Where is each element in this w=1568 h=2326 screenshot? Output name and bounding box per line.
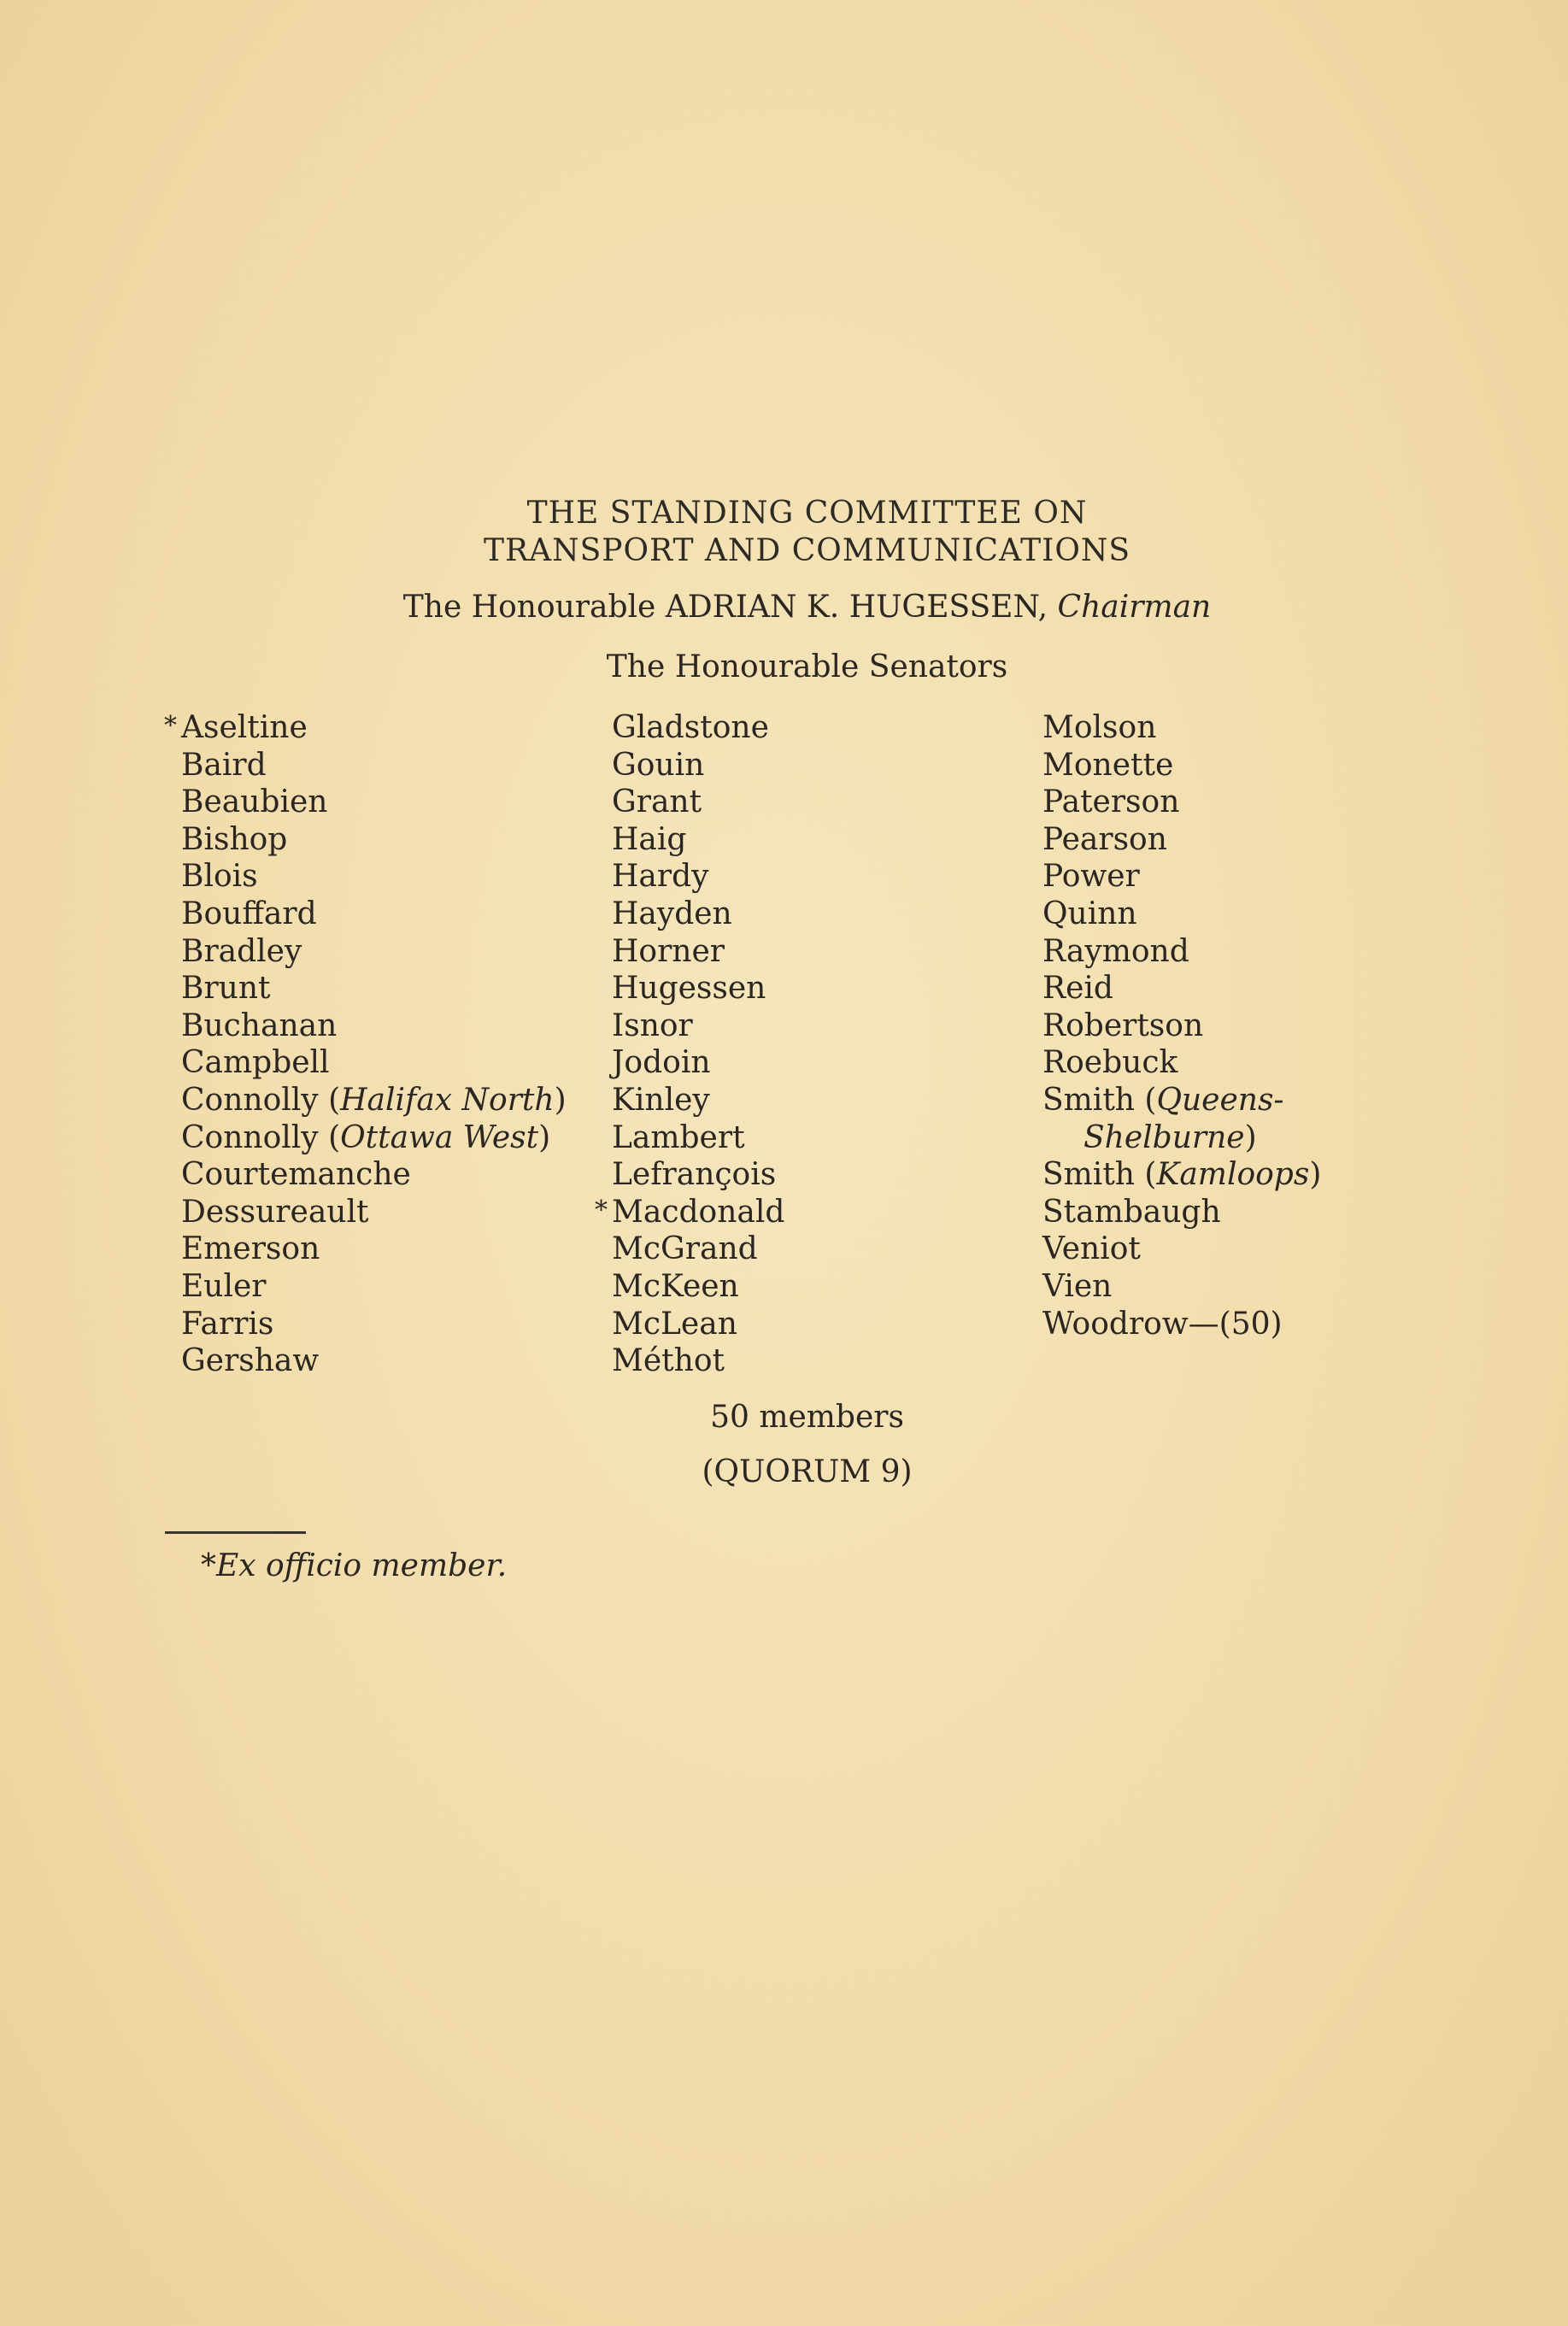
senator-surname: Quinn: [1042, 896, 1137, 931]
senator-name: [181, 784, 567, 821]
senator-surname: Hugessen: [612, 971, 766, 1007]
senator-name: [1042, 747, 1321, 784]
senator-surname: Paterson: [1042, 784, 1180, 820]
senator-name: [1042, 821, 1321, 859]
senator-name: [612, 784, 784, 821]
member-count: 50 members: [710, 1400, 904, 1435]
senator-surname: McGrand: [612, 1231, 758, 1267]
ex-officio-marker: *: [164, 711, 177, 741]
senator-name: [1042, 896, 1321, 933]
closing-paren: ): [538, 1119, 551, 1155]
senator-surname: Buchanan: [181, 1007, 338, 1043]
senator-surname: Stambaugh: [1042, 1194, 1221, 1230]
senator-surname: Bradley: [181, 933, 302, 969]
senator-surname: Robertson: [1042, 1007, 1204, 1043]
senator-surname: Euler: [181, 1268, 267, 1304]
ex-officio-marker: *: [595, 1195, 608, 1225]
committee-title-line1: THE STANDING COMMITTEE ON: [526, 496, 1088, 531]
senator-surname: Dessureault: [181, 1194, 369, 1230]
senators-column-3: [1042, 709, 1321, 1342]
senator-surname: Jodoin: [612, 1045, 711, 1081]
senator-constituency: Kamloops: [1156, 1157, 1310, 1193]
senator-surname: Gershaw: [181, 1343, 320, 1379]
senator-name: [181, 896, 567, 933]
senator-name: [181, 1342, 567, 1380]
senator-name: [1042, 970, 1321, 1007]
senator-name: [1042, 1194, 1321, 1231]
closing-paren: ): [554, 1082, 567, 1118]
senator-name: [612, 821, 784, 859]
senator-name: [595, 1194, 785, 1231]
senator-surname: Lambert: [612, 1119, 745, 1155]
senator-name: [1042, 1231, 1321, 1268]
senator-surname: Power: [1042, 859, 1140, 895]
senator-name: [612, 933, 784, 971]
senator-surname: Connolly (: [181, 1119, 341, 1155]
chairman-role: Chairman: [1057, 590, 1212, 625]
senator-name: [164, 709, 567, 747]
senator-surname: Bouffard: [181, 896, 317, 931]
senator-surname: Isnor: [612, 1007, 693, 1043]
senator-name: [612, 1231, 784, 1268]
footnote: *Ex officio member.: [201, 1548, 508, 1583]
senator-surname: Gouin: [612, 747, 705, 783]
senator-surname: Grant: [612, 784, 702, 820]
footnote-rule: [165, 1531, 306, 1534]
senator-constituency: Queens-: [1156, 1082, 1284, 1118]
senator-name: [181, 1044, 567, 1082]
senator-name: [612, 1007, 784, 1045]
senator-name: [181, 1007, 567, 1045]
senator-name: [1042, 1306, 1321, 1343]
senator-name: [612, 709, 784, 747]
senator-name: [612, 1082, 784, 1119]
senator-surname: Méthot: [612, 1343, 725, 1379]
senator-constituency: Halifax North: [340, 1082, 555, 1118]
senator-name: [612, 1156, 784, 1194]
senator-surname: Connolly (: [181, 1082, 341, 1118]
senator-name: [181, 747, 567, 784]
senator-name: [612, 1342, 784, 1380]
senator-surname: Vien: [1042, 1268, 1113, 1304]
senator-name: [181, 858, 567, 896]
senator-name: [612, 1119, 784, 1157]
senators-heading: The Honourable Senators: [606, 649, 1008, 684]
senator-name: [1042, 1082, 1321, 1119]
senator-surname: Blois: [181, 859, 258, 895]
senator-surname: Gladstone: [612, 710, 769, 745]
senator-surname: Emerson: [181, 1231, 320, 1267]
senator-constituency: Shelburne: [1084, 1119, 1245, 1155]
senators-column-2: [595, 709, 785, 1380]
senator-surname: Haig: [612, 821, 687, 857]
senator-surname: Smith (: [1042, 1157, 1157, 1193]
senator-surname: Beaubien: [181, 784, 328, 820]
senator-surname: Baird: [181, 747, 267, 783]
senator-surname: Hayden: [612, 896, 732, 931]
senator-surname: Roebuck: [1042, 1045, 1178, 1081]
senator-name: [612, 970, 784, 1007]
closing-paren: ): [1244, 1119, 1257, 1155]
senator-surname: Monette: [1042, 747, 1174, 783]
senator-surname: Kinley: [612, 1082, 710, 1118]
senator-surname: Raymond: [1042, 933, 1189, 969]
senator-surname: Courtemanche: [181, 1157, 411, 1193]
senator-surname: McLean: [612, 1306, 737, 1342]
senator-name: [1042, 1156, 1321, 1194]
senator-name: [181, 933, 567, 971]
senator-surname: Brunt: [181, 971, 271, 1007]
senator-name: [181, 1268, 567, 1306]
senator-name: [612, 858, 784, 896]
senator-constituency: Ottawa West: [340, 1119, 539, 1155]
chairman-line: [23, 590, 1568, 625]
senator-surname: McKeen: [612, 1268, 739, 1304]
senator-name: [181, 970, 567, 1007]
senator-surname: Hardy: [612, 859, 709, 895]
senator-name: [612, 1268, 784, 1306]
senator-surname: Aseltine: [181, 710, 308, 745]
senator-name: [612, 1306, 784, 1343]
senator-surname: Bishop: [181, 821, 288, 857]
senator-name: [181, 821, 567, 859]
senator-surname: Campbell: [181, 1045, 330, 1081]
senator-name: [181, 1156, 567, 1194]
senator-name: [1042, 784, 1321, 821]
senator-surname: Veniot: [1042, 1231, 1141, 1267]
senator-surname: Molson: [1042, 710, 1157, 745]
senator-surname: Smith (: [1042, 1082, 1157, 1118]
senator-name: [181, 1082, 567, 1119]
senator-name: [181, 1306, 567, 1343]
senator-surname: Farris: [181, 1306, 274, 1342]
chairman-name: The Honourable ADRIAN K. HUGESSEN,: [402, 590, 1058, 625]
senator-name: [1042, 933, 1321, 971]
senator-name: [1042, 1268, 1321, 1306]
senator-name: [181, 1231, 567, 1268]
senator-name: [1042, 1007, 1321, 1045]
senators-column-1: [164, 709, 567, 1380]
senator-surname: Lefrançois: [612, 1157, 777, 1193]
senator-name: [1042, 1044, 1321, 1082]
senator-name: [1042, 709, 1321, 747]
senator-name: [612, 1044, 784, 1082]
committee-title-line2: TRANSPORT AND COMMUNICATIONS: [483, 533, 1131, 568]
senator-name: [181, 1194, 567, 1231]
senator-name: [181, 1119, 567, 1157]
closing-paren: ): [1309, 1157, 1322, 1193]
senator-surname: Woodrow—(50): [1042, 1306, 1283, 1342]
senator-name: [1042, 858, 1321, 896]
senator-name: [612, 747, 784, 784]
quorum: (QUORUM 9): [702, 1454, 913, 1489]
senator-surname: Horner: [612, 933, 725, 969]
senator-surname: Macdonald: [612, 1194, 785, 1230]
senator-surname: Reid: [1042, 971, 1113, 1007]
senator-surname: Pearson: [1042, 821, 1167, 857]
senator-name: [612, 896, 784, 933]
senator-name: [1042, 1119, 1321, 1157]
